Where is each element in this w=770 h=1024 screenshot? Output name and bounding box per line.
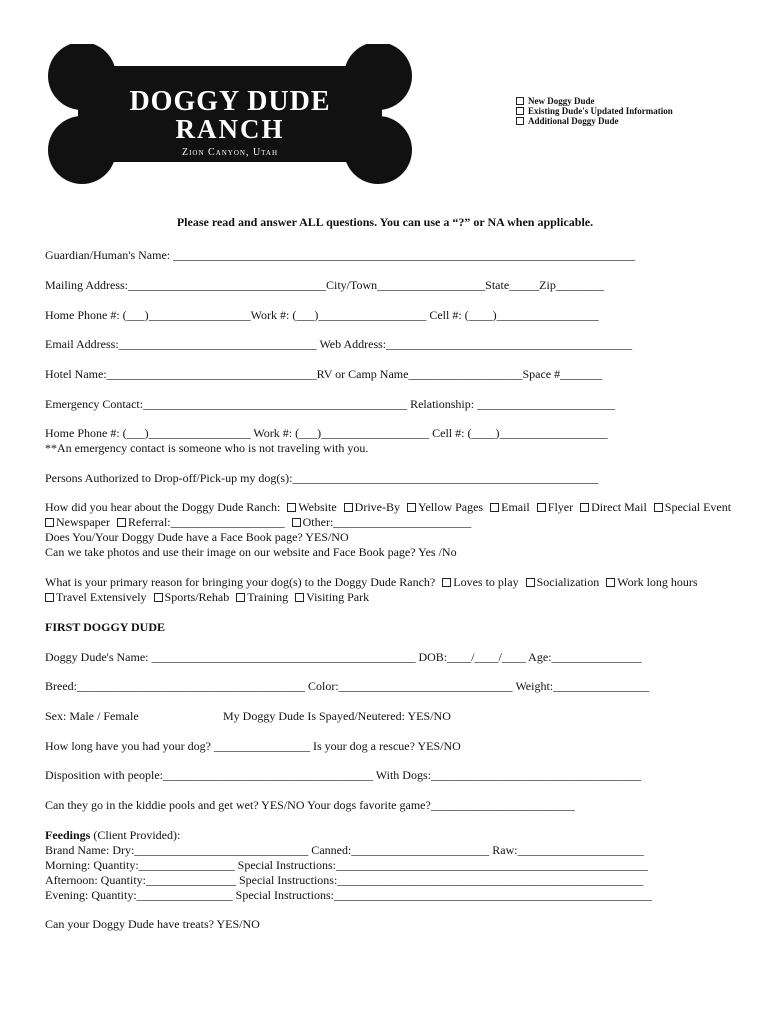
breed-field[interactable]: Breed:______________________________________ Color:_____________________________ Weight:________________: [45, 679, 650, 693]
brand-name-field[interactable]: Brand Name: Dry:_____________________________ Canned:_______________________ Raw:_____________________: [45, 843, 644, 857]
checkbox-loves-to-play[interactable]: [442, 578, 451, 587]
hear-about-question-cont: Newspaper Referral:___________________ Other:_______________________: [45, 515, 471, 529]
hotel-name-field[interactable]: Hotel Name:___________________________________RV or Camp Name___________________Space #_______: [45, 367, 603, 381]
checkbox-visiting-park[interactable]: [295, 593, 304, 602]
sex-field[interactable]: Sex: Male / Female: [45, 709, 139, 723]
checkbox[interactable]: [516, 117, 524, 125]
checkbox[interactable]: [516, 97, 524, 105]
primary-reason-question: What is your primary reason for bringing your dog(s) to the Doggy Dude Ranch? Loves to play Socialization Work long hours: [45, 575, 698, 589]
logo-subtitle: RANCH: [175, 114, 285, 144]
checkbox-special-event[interactable]: [654, 503, 663, 512]
disposition-field[interactable]: Disposition with people:___________________________________ With Dogs:___________________________________: [45, 768, 641, 782]
guardian-name-field[interactable]: Guardian/Human's Name: _____________________________________________________________________________: [45, 248, 636, 262]
checkbox-newspaper[interactable]: [45, 518, 54, 527]
logo-title: DOGGY DUDE: [129, 86, 331, 117]
checkbox-referral[interactable]: [117, 518, 126, 527]
emergency-contact-field[interactable]: Emergency Contact:____________________________________________ Relationship: _______________________: [45, 397, 616, 411]
treats-question[interactable]: Can your Doggy Dude have treats? YES/NO: [45, 917, 260, 931]
photos-question[interactable]: Can we take photos and use their image on our website and Face Book page? Yes /No: [45, 545, 457, 559]
afternoon-feeding-field[interactable]: Afternoon: Quantity:_______________ Special Instructions:___________________________________________________: [45, 873, 644, 887]
facebook-question[interactable]: Does You/Your Doggy Dude have a Face Book page? YES/NO: [45, 530, 349, 544]
spayed-field[interactable]: My Doggy Dude Is Spayed/Neutered: YES/NO: [223, 709, 451, 723]
checkbox-other[interactable]: [292, 518, 301, 527]
checkbox-yellow-pages[interactable]: [407, 503, 416, 512]
checkbox-socialization[interactable]: [526, 578, 535, 587]
registration-type-options: [516, 96, 673, 126]
feedings-heading: Feedings (Client Provided):: [45, 828, 181, 842]
how-long-field[interactable]: How long have you had your dog? ________________ Is your dog a rescue? YES/NO: [45, 739, 461, 753]
checkbox-sports-rehab[interactable]: [154, 593, 163, 602]
checkbox-flyer[interactable]: [537, 503, 546, 512]
mailing-address-field[interactable]: Mailing Address:_________________________________City/Town__________________State_____Zip________: [45, 278, 604, 292]
checkbox-training[interactable]: [236, 593, 245, 602]
morning-feeding-field[interactable]: Morning: Quantity:________________ Special Instructions:____________________________________________________: [45, 858, 648, 872]
home-phone-field[interactable]: Home Phone #: (___)_________________Work #: (___)__________________ Cell #: (____)_________________: [45, 308, 599, 322]
emergency-note: **An emergency contact is someone who is not traveling with you.: [45, 441, 369, 455]
hear-about-question: How did you hear about the Doggy Dude Ranch: Website Drive-By Yellow Pages Email Flyer Direct Mail Special Event: [45, 500, 732, 514]
option-additional-dude[interactable]: Additional Doggy Dude: [516, 116, 673, 126]
logo: [44, 44, 416, 184]
primary-reason-question-cont: Travel Extensively Sports/Rehab Training Visiting Park: [45, 590, 369, 604]
evening-feeding-field[interactable]: Evening: Quantity:________________ Special Instructions:_____________________________________________________: [45, 888, 652, 902]
logo-tagline: "Large and Small We Love Them All.": [167, 166, 293, 175]
emergency-phone-field[interactable]: Home Phone #: (___)_________________ Work #: (___)__________________ Cell #: (____)__________________: [45, 426, 608, 440]
option-existing-dude[interactable]: Existing Dude's Updated Information: [516, 106, 673, 116]
option-new-dude[interactable]: New Doggy Dude: [516, 96, 673, 106]
logo-location: Zion Canyon, Utah: [181, 147, 279, 158]
checkbox-drive-by[interactable]: [344, 503, 353, 512]
authorized-persons-field[interactable]: Persons Authorized to Drop-off/Pick-up my dog(s):___________________________________________________: [45, 471, 599, 485]
checkbox[interactable]: [516, 107, 524, 115]
checkbox-direct-mail[interactable]: [580, 503, 589, 512]
email-address-field[interactable]: Email Address:_________________________________ Web Address:_________________________________________: [45, 337, 633, 351]
first-doggy-dude-header: FIRST DOGGY DUDE: [45, 620, 166, 634]
checkbox-work-long-hours[interactable]: [606, 578, 615, 587]
checkbox-email[interactable]: [490, 503, 499, 512]
checkbox-travel[interactable]: [45, 593, 54, 602]
pools-field[interactable]: Can they go in the kiddie pools and get wet? YES/NO Your dogs favorite game?________________________: [45, 798, 575, 812]
instructions: Please read and answer ALL questions. You can use a “?” or NA when applicable.: [176, 215, 594, 229]
dog-name-field[interactable]: Doggy Dude's Name: ____________________________________________ DOB:____/____/____ Age:_______________: [45, 650, 642, 664]
checkbox-website[interactable]: [287, 503, 296, 512]
